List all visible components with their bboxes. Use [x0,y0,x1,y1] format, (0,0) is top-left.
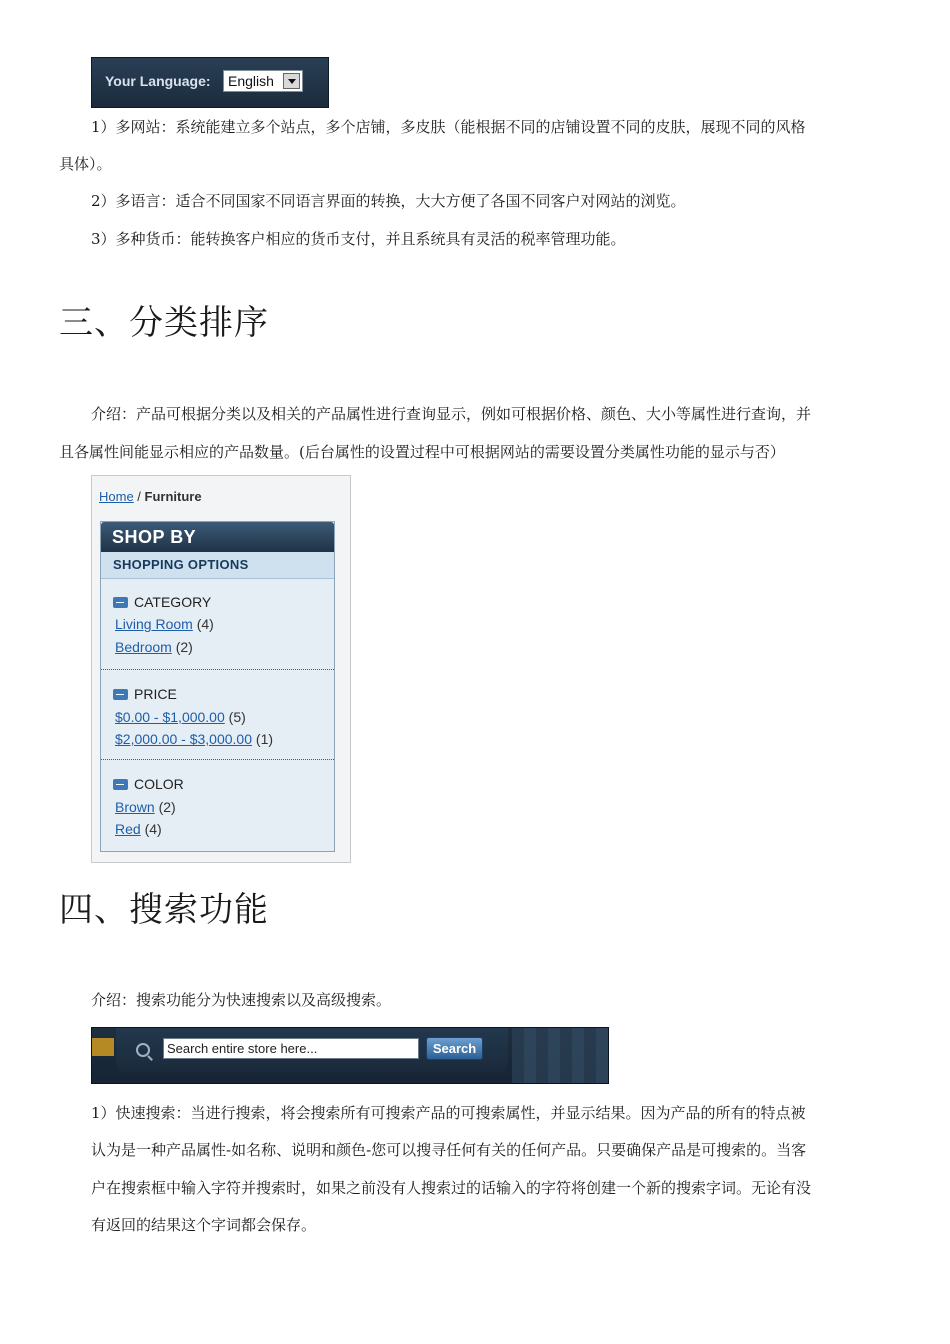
filter-title-text: PRICE [134,686,177,702]
filter-option-link[interactable]: $2,000.00 - $3,000.00 [115,731,253,747]
filter-option-link[interactable]: Brown [115,799,155,815]
quick-search-line3: 户在搜索框中输入字符并搜索时，如果之前没有人搜索过的话输入的字符将创建一个新的搜索字词。无论有没 [91,1179,812,1197]
filter-option-count: (2) [175,639,193,655]
collapse-icon[interactable] [113,779,128,790]
filter-option-count: (4) [144,821,162,837]
filter-option [115,616,214,632]
collapse-icon[interactable] [113,689,128,700]
search-intro: 介绍：搜索功能分为快速搜索以及高级搜索。 [91,991,392,1009]
filter-title-color[interactable] [113,776,184,792]
paragraph-multicurrency: 3）多种货币：能转换客户相应的货币支付，并且系统具有灵活的税率管理功能。 [91,230,626,248]
filter-option-link[interactable]: $0.00 - $1,000.00 [115,709,225,725]
filter-title-price[interactable] [113,686,177,702]
shopping-options-subtitle: SHOPPING OPTIONS [101,552,334,579]
section-heading-search: 四、搜索功能 [59,890,269,930]
quick-search-line4: 有返回的结果这个字词都会保存。 [91,1216,317,1234]
filter-option [115,639,193,655]
filter-option-count: (1) [255,731,274,747]
filter-option [115,709,246,725]
shop-by-title: SHOP BY [101,522,334,552]
language-bar [91,57,329,108]
collapse-icon[interactable] [113,597,128,608]
breadcrumb-home-link[interactable]: Home [99,489,134,504]
sorting-intro-line2: 且各属性间能显示相应的产品数量。(后台属性的设置过程中可根据网站的需要设置分类属性功能的显示与否） [59,443,785,461]
filter-title-text: COLOR [134,776,184,792]
search-icon [136,1043,150,1057]
decorative-pattern [512,1028,609,1084]
filter-option-count: (5) [228,709,246,725]
decorative-strip [92,1038,114,1056]
breadcrumb [99,489,202,504]
paragraph-multisite-line2: 具体）。 [59,155,112,173]
filter-option-link[interactable]: Living Room [115,616,193,632]
search-button[interactable]: Search [426,1037,483,1060]
shop-by-panel [91,475,351,863]
search-bar [91,1027,609,1084]
shop-by-box [100,521,335,852]
filter-option-link[interactable]: Red [115,821,141,837]
search-input[interactable] [163,1038,419,1059]
filter-option [115,821,162,837]
language-label: Your Language: [105,73,211,89]
sorting-intro-line1: 介绍：产品可根据分类以及相关的产品属性进行查询显示，例如可根据价格、颜色、大小等属性进行查询，并 [91,405,812,423]
filter-option-count: (4) [196,616,214,632]
quick-search-line2: 认为是一种产品属性-如名称、说明和颜色-您可以搜寻任何有关的任何产品。只要确保产品是可搜索的。当客 [91,1141,807,1159]
language-select[interactable] [223,70,303,92]
paragraph-multilanguage: 2）多语言：适合不同国家不同语言界面的转换，大大方便了各国不同客户对网站的浏览。 [91,192,686,210]
breadcrumb-separator: / [133,489,145,504]
paragraph-multisite-line1: 1）多网站：系统能建立多个站点，多个店铺，多皮肤（能根据不同的店铺设置不同的皮肤，展现不同的风格 [91,118,806,136]
filter-group-price [101,669,334,760]
language-value: English [228,73,274,89]
filter-option [115,799,176,815]
filter-group-category [101,579,334,669]
section-heading-sorting: 三、分类排序 [59,303,269,343]
filter-option [115,731,273,747]
filter-title-category[interactable] [113,594,211,610]
chevron-down-icon[interactable] [283,73,300,89]
filter-title-text: CATEGORY [134,594,212,610]
filter-group-color [101,759,334,852]
filter-option-link[interactable]: Bedroom [115,639,172,655]
quick-search-line1: 1）快速搜索：当进行搜索，将会搜索所有可搜索产品的可搜索属性，并显示结果。因为产品的所有的特点被 [91,1104,806,1122]
filter-option-count: (2) [158,799,176,815]
breadcrumb-current: Furniture [144,489,202,504]
